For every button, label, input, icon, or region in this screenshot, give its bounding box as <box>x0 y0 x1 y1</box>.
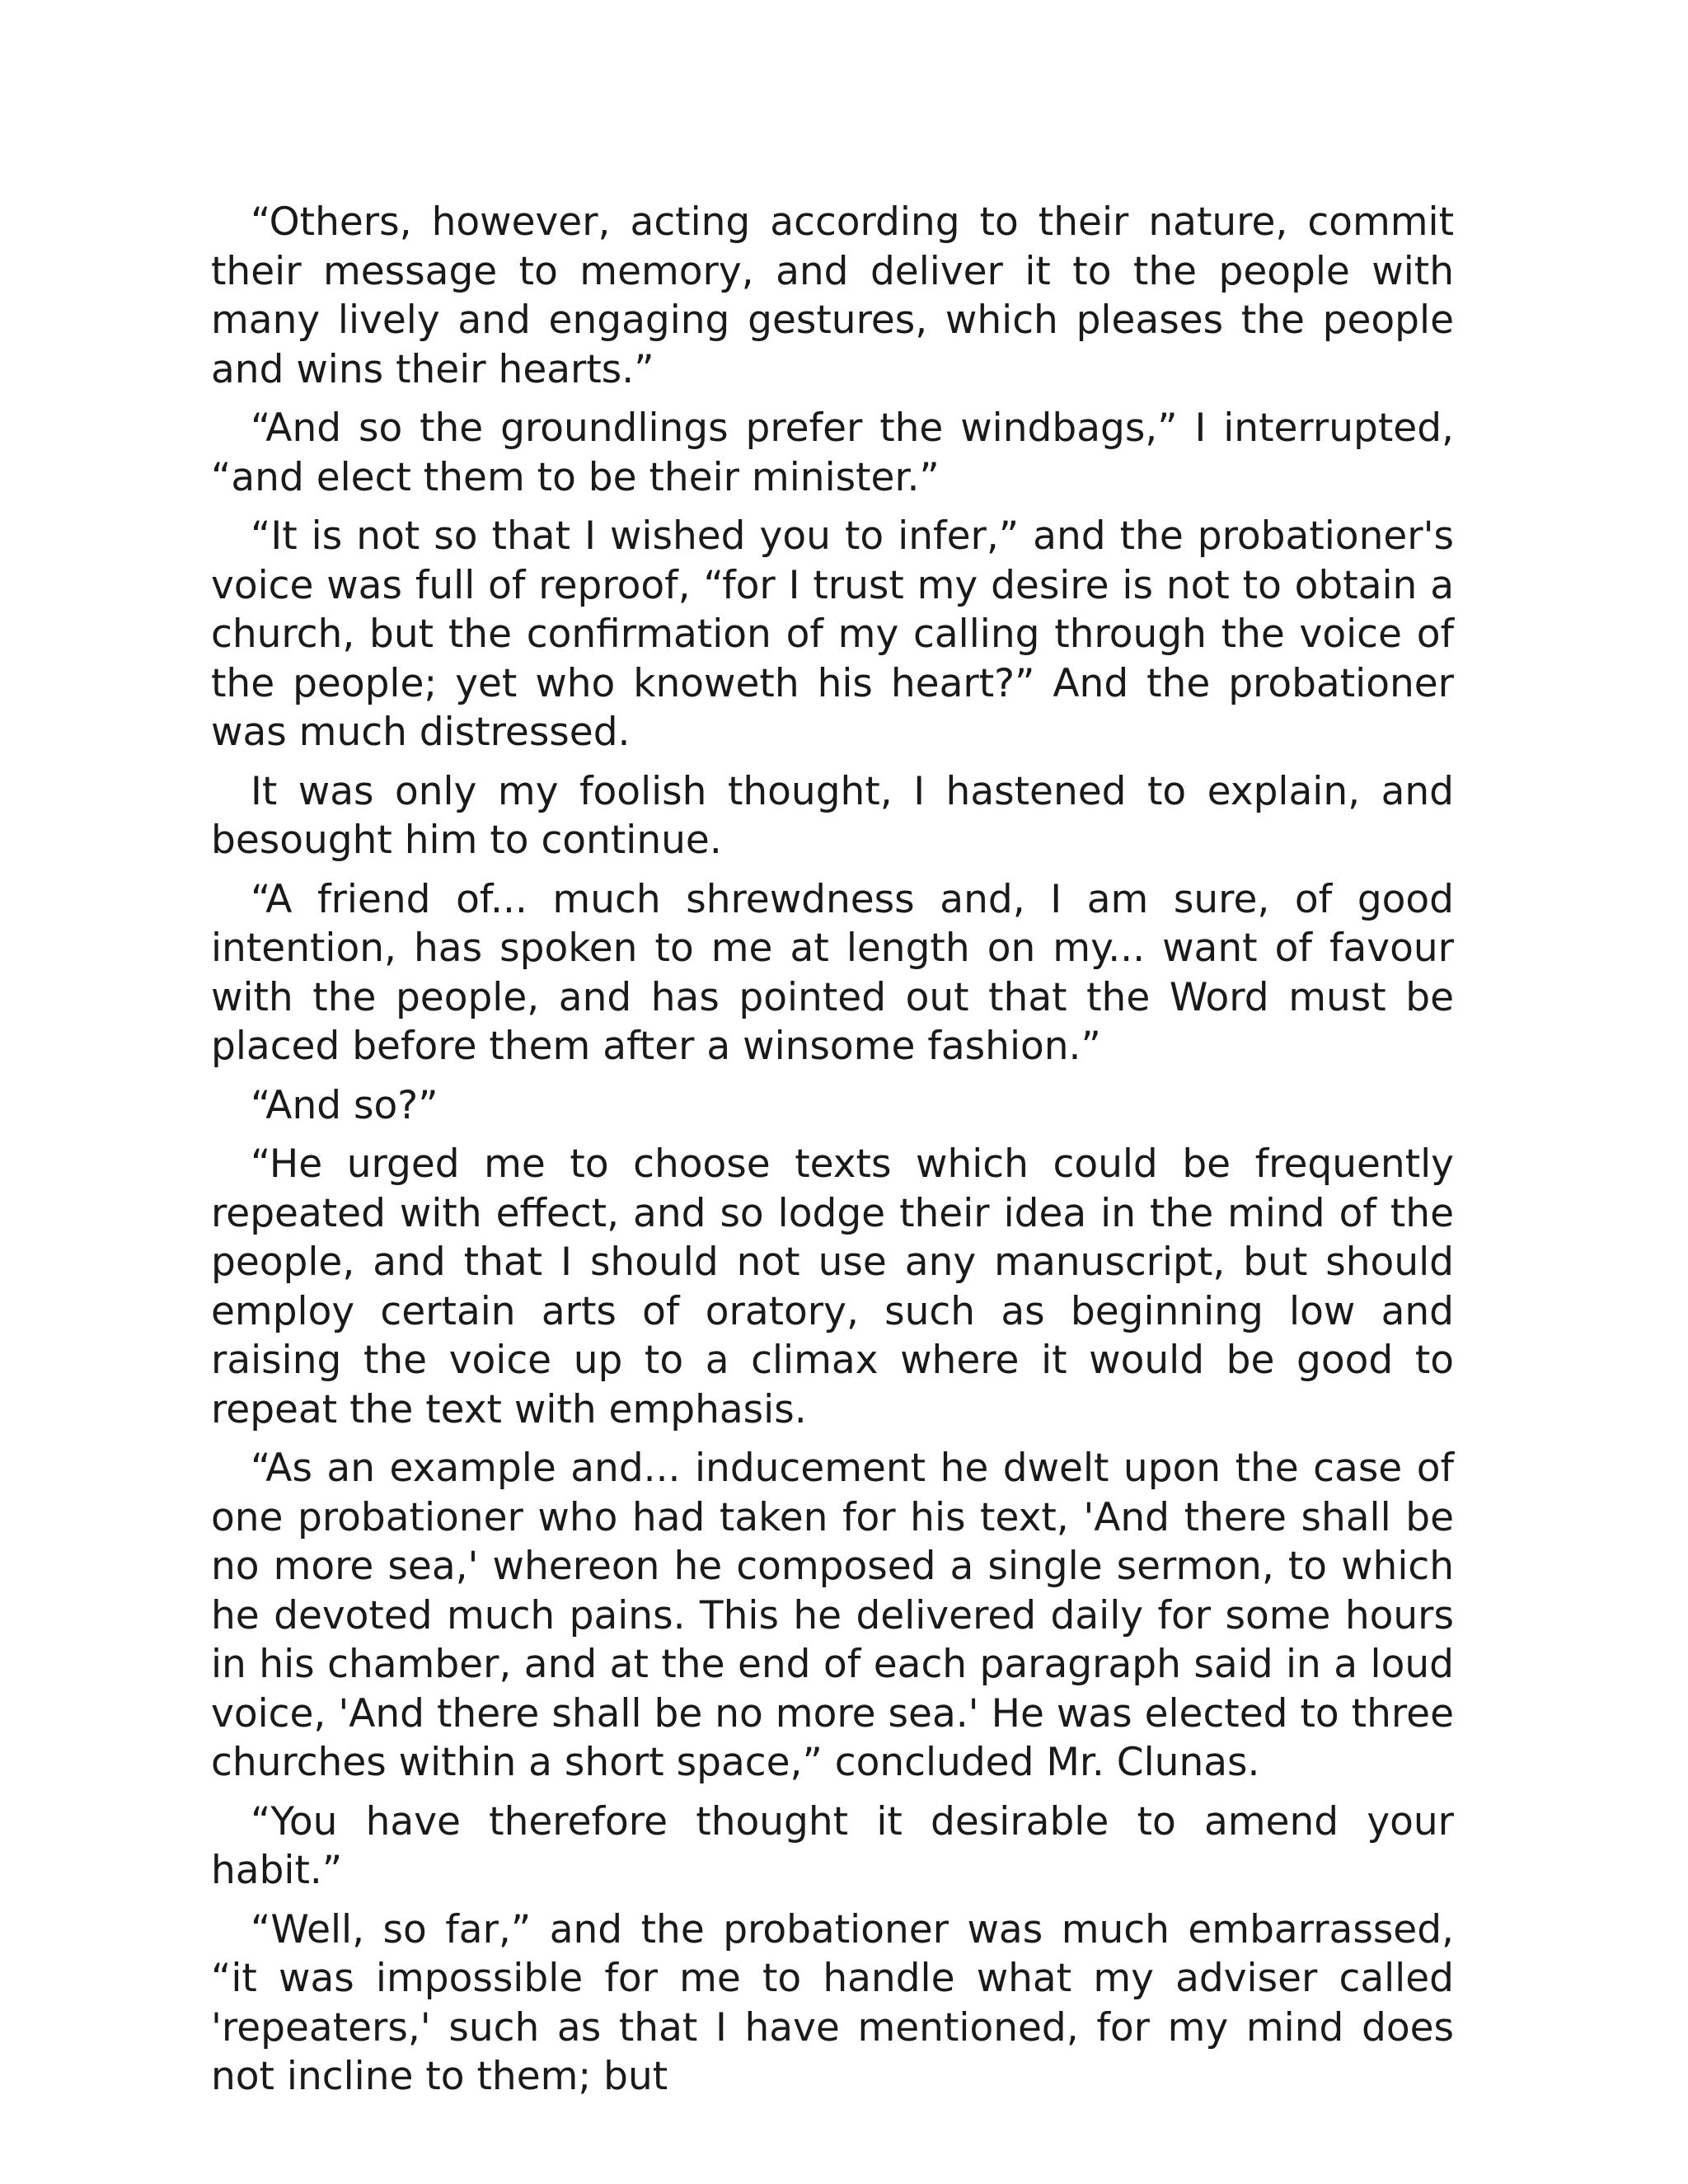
paragraph-1: “Others, however, acting according to their nature, commit their message to memory, and deliver it to the people with many lively and engaging gestures, which pleases the people and wins their hearts.” <box>211 199 1454 392</box>
paragraph-10: “Well, so far,” and the probationer was much embarrassed, “it was impossible for me to handle what my adviser called 'repeaters,' such as that I have mentioned, for my mind does not incline to them; but <box>211 1906 1454 2099</box>
paragraph-3: “It is not so that I wished you to infer,” and the probationer's voice was full of reproof, “for I trust my desire is not to obtain a church, but the confirmation of my calling through the voice of the people; yet who knoweth his heart?” And the probationer was much distressed. <box>211 513 1454 755</box>
paragraph-6: “And so?” <box>251 1082 438 1128</box>
paragraph-4: It was only my foolish thought, I hastened to explain, and besought him to continue. <box>211 768 1454 863</box>
paragraph-9: “You have therefore thought it desirable to amend your habit.” <box>211 1798 1454 1893</box>
paragraph-5: “A friend of... much shrewdness and, I am sure, of good intention, has spoken to me at length on my... want of favour with the people, and has pointed out that the Word must be placed before them after a winsome fashion.” <box>211 876 1454 1069</box>
paragraph-2: “And so the groundlings prefer the windbags,” I interrupted, “and elect them to be their minister.” <box>211 405 1454 500</box>
paragraph-7: “He urged me to choose texts which could be frequently repeated with effect, and so lodge their idea in the mind of the people, and that I should not use any manuscript, but should employ certain arts of oratory, such as beginning low and raising the voice up to a climax where it would be good to repeat the text with emphasis. <box>211 1141 1454 1432</box>
paragraph-8: “As an example and... inducement he dwelt upon the case of one probationer who had taken for his text, 'And there shall be no more sea,' whereon he composed a single sermon, to which he devoted much pains. This he delivered daily for some hours in his chamber, and at the end of each paragraph said in a loud voice, 'And there shall be no more sea.' He was elected to three churches within a short space,” concluded Mr. Clunas. <box>211 1446 1454 1785</box>
page-body <box>211 198 1454 2111</box>
